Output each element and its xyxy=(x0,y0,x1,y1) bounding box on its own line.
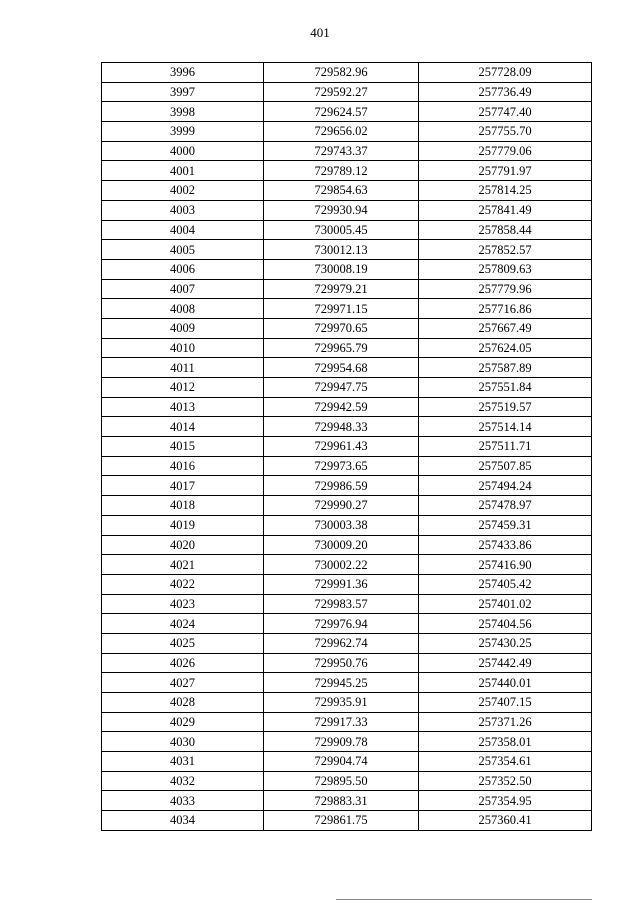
y-coordinate-cell: 257360.41 xyxy=(419,811,592,831)
table-row xyxy=(102,338,592,358)
y-coordinate-cell: 257511.71 xyxy=(419,437,592,457)
y-coordinate-cell: 257354.61 xyxy=(419,752,592,772)
point-number-cell: 3998 xyxy=(102,102,264,122)
table-row xyxy=(102,752,592,772)
x-coordinate-cell: 729854.63 xyxy=(264,181,419,201)
y-coordinate-cell: 257747.40 xyxy=(419,102,592,122)
y-coordinate-cell: 257354.95 xyxy=(419,791,592,811)
y-coordinate-cell: 257551.84 xyxy=(419,378,592,398)
x-coordinate-cell: 729979.21 xyxy=(264,279,419,299)
coordinates-table xyxy=(101,62,592,831)
y-coordinate-cell: 257667.49 xyxy=(419,318,592,338)
x-coordinate-cell: 730003.38 xyxy=(264,515,419,535)
table-row xyxy=(102,456,592,476)
point-number-cell: 3999 xyxy=(102,122,264,142)
table-row xyxy=(102,240,592,260)
y-coordinate-cell: 257433.86 xyxy=(419,535,592,555)
point-number-cell: 4010 xyxy=(102,338,264,358)
table-row xyxy=(102,279,592,299)
point-number-cell: 4007 xyxy=(102,279,264,299)
y-coordinate-cell: 257779.96 xyxy=(419,279,592,299)
point-number-cell: 4014 xyxy=(102,417,264,437)
y-coordinate-cell: 257587.89 xyxy=(419,358,592,378)
x-coordinate-cell: 729930.94 xyxy=(264,200,419,220)
point-number-cell: 4018 xyxy=(102,496,264,516)
y-coordinate-cell: 257442.49 xyxy=(419,653,592,673)
point-number-cell: 4006 xyxy=(102,259,264,279)
y-coordinate-cell: 257716.86 xyxy=(419,299,592,319)
table-row xyxy=(102,397,592,417)
y-coordinate-cell: 257814.25 xyxy=(419,181,592,201)
point-number-cell: 4015 xyxy=(102,437,264,457)
x-coordinate-cell: 729971.15 xyxy=(264,299,419,319)
point-number-cell: 4026 xyxy=(102,653,264,673)
x-coordinate-cell: 729909.78 xyxy=(264,732,419,752)
table-row xyxy=(102,614,592,634)
point-number-cell: 4024 xyxy=(102,614,264,634)
point-number-cell: 4032 xyxy=(102,771,264,791)
y-coordinate-cell: 257858.44 xyxy=(419,220,592,240)
table-row xyxy=(102,358,592,378)
point-number-cell: 4023 xyxy=(102,594,264,614)
x-coordinate-cell: 729592.27 xyxy=(264,82,419,102)
y-coordinate-cell: 257728.09 xyxy=(419,63,592,83)
x-coordinate-cell: 729950.76 xyxy=(264,653,419,673)
table-row xyxy=(102,653,592,673)
y-coordinate-cell: 257507.85 xyxy=(419,456,592,476)
table-row xyxy=(102,693,592,713)
point-number-cell: 4000 xyxy=(102,141,264,161)
table-row xyxy=(102,122,592,142)
table-row xyxy=(102,555,592,575)
y-coordinate-cell: 257736.49 xyxy=(419,82,592,102)
table-row xyxy=(102,732,592,752)
table-row xyxy=(102,82,592,102)
x-coordinate-cell: 729624.57 xyxy=(264,102,419,122)
point-number-cell: 4029 xyxy=(102,712,264,732)
table-row xyxy=(102,811,592,831)
x-coordinate-cell: 729976.94 xyxy=(264,614,419,634)
x-coordinate-cell: 729656.02 xyxy=(264,122,419,142)
table-row xyxy=(102,141,592,161)
y-coordinate-cell: 257405.42 xyxy=(419,574,592,594)
table-row xyxy=(102,496,592,516)
point-number-cell: 4002 xyxy=(102,181,264,201)
x-coordinate-cell: 729954.68 xyxy=(264,358,419,378)
point-number-cell: 4008 xyxy=(102,299,264,319)
point-number-cell: 4021 xyxy=(102,555,264,575)
y-coordinate-cell: 257809.63 xyxy=(419,259,592,279)
x-coordinate-cell: 729945.25 xyxy=(264,673,419,693)
point-number-cell: 4019 xyxy=(102,515,264,535)
point-number-cell: 4020 xyxy=(102,535,264,555)
x-coordinate-cell: 729961.43 xyxy=(264,437,419,457)
table-row xyxy=(102,476,592,496)
point-number-cell: 4016 xyxy=(102,456,264,476)
footer-line xyxy=(336,899,592,900)
point-number-cell: 4004 xyxy=(102,220,264,240)
y-coordinate-cell: 257358.01 xyxy=(419,732,592,752)
y-coordinate-cell: 257779.06 xyxy=(419,141,592,161)
y-coordinate-cell: 257519.57 xyxy=(419,397,592,417)
table-row xyxy=(102,594,592,614)
y-coordinate-cell: 257401.02 xyxy=(419,594,592,614)
table-row xyxy=(102,515,592,535)
table-row xyxy=(102,771,592,791)
x-coordinate-cell: 730009.20 xyxy=(264,535,419,555)
y-coordinate-cell: 257624.05 xyxy=(419,338,592,358)
y-coordinate-cell: 257430.25 xyxy=(419,633,592,653)
x-coordinate-cell: 729895.50 xyxy=(264,771,419,791)
point-number-cell: 4033 xyxy=(102,791,264,811)
point-number-cell: 4034 xyxy=(102,811,264,831)
point-number-cell: 3997 xyxy=(102,82,264,102)
x-coordinate-cell: 729948.33 xyxy=(264,417,419,437)
x-coordinate-cell: 729991.36 xyxy=(264,574,419,594)
x-coordinate-cell: 729962.74 xyxy=(264,633,419,653)
y-coordinate-cell: 257459.31 xyxy=(419,515,592,535)
point-number-cell: 4027 xyxy=(102,673,264,693)
table-row xyxy=(102,791,592,811)
point-number-cell: 4017 xyxy=(102,476,264,496)
point-number-cell: 4011 xyxy=(102,358,264,378)
table-row xyxy=(102,161,592,181)
table-row xyxy=(102,102,592,122)
y-coordinate-cell: 257371.26 xyxy=(419,712,592,732)
table-row xyxy=(102,259,592,279)
y-coordinate-cell: 257514.14 xyxy=(419,417,592,437)
table-row xyxy=(102,200,592,220)
x-coordinate-cell: 729904.74 xyxy=(264,752,419,772)
x-coordinate-cell: 729973.65 xyxy=(264,456,419,476)
y-coordinate-cell: 257852.57 xyxy=(419,240,592,260)
x-coordinate-cell: 729970.65 xyxy=(264,318,419,338)
point-number-cell: 4022 xyxy=(102,574,264,594)
point-number-cell: 4028 xyxy=(102,693,264,713)
table-row xyxy=(102,574,592,594)
y-coordinate-cell: 257478.97 xyxy=(419,496,592,516)
table-row xyxy=(102,437,592,457)
x-coordinate-cell: 729917.33 xyxy=(264,712,419,732)
y-coordinate-cell: 257404.56 xyxy=(419,614,592,634)
point-number-cell: 4013 xyxy=(102,397,264,417)
x-coordinate-cell: 730002.22 xyxy=(264,555,419,575)
table-row xyxy=(102,417,592,437)
y-coordinate-cell: 257352.50 xyxy=(419,771,592,791)
point-number-cell: 4012 xyxy=(102,378,264,398)
table-row xyxy=(102,220,592,240)
coordinates-table-body xyxy=(102,63,592,831)
y-coordinate-cell: 257494.24 xyxy=(419,476,592,496)
x-coordinate-cell: 729861.75 xyxy=(264,811,419,831)
page-number: 401 xyxy=(310,25,330,40)
x-coordinate-cell: 729789.12 xyxy=(264,161,419,181)
x-coordinate-cell: 730005.45 xyxy=(264,220,419,240)
table-row xyxy=(102,378,592,398)
y-coordinate-cell: 257755.70 xyxy=(419,122,592,142)
x-coordinate-cell: 729983.57 xyxy=(264,594,419,614)
x-coordinate-cell: 729947.75 xyxy=(264,378,419,398)
x-coordinate-cell: 730008.19 xyxy=(264,259,419,279)
table-row xyxy=(102,673,592,693)
x-coordinate-cell: 729942.59 xyxy=(264,397,419,417)
point-number-cell: 4005 xyxy=(102,240,264,260)
x-coordinate-cell: 729965.79 xyxy=(264,338,419,358)
point-number-cell: 3996 xyxy=(102,63,264,83)
y-coordinate-cell: 257416.90 xyxy=(419,555,592,575)
x-coordinate-cell: 730012.13 xyxy=(264,240,419,260)
point-number-cell: 4001 xyxy=(102,161,264,181)
x-coordinate-cell: 729990.27 xyxy=(264,496,419,516)
table-row xyxy=(102,712,592,732)
x-coordinate-cell: 729986.59 xyxy=(264,476,419,496)
y-coordinate-cell: 257791.97 xyxy=(419,161,592,181)
table-row xyxy=(102,299,592,319)
point-number-cell: 4009 xyxy=(102,318,264,338)
point-number-cell: 4031 xyxy=(102,752,264,772)
table-row xyxy=(102,318,592,338)
y-coordinate-cell: 257440.01 xyxy=(419,673,592,693)
point-number-cell: 4003 xyxy=(102,200,264,220)
x-coordinate-cell: 729935.91 xyxy=(264,693,419,713)
y-coordinate-cell: 257407.15 xyxy=(419,693,592,713)
table-row xyxy=(102,63,592,83)
x-coordinate-cell: 729743.37 xyxy=(264,141,419,161)
point-number-cell: 4025 xyxy=(102,633,264,653)
table-row xyxy=(102,535,592,555)
point-number-cell: 4030 xyxy=(102,732,264,752)
table-row xyxy=(102,633,592,653)
x-coordinate-cell: 729883.31 xyxy=(264,791,419,811)
x-coordinate-cell: 729582.96 xyxy=(264,63,419,83)
y-coordinate-cell: 257841.49 xyxy=(419,200,592,220)
table-row xyxy=(102,181,592,201)
